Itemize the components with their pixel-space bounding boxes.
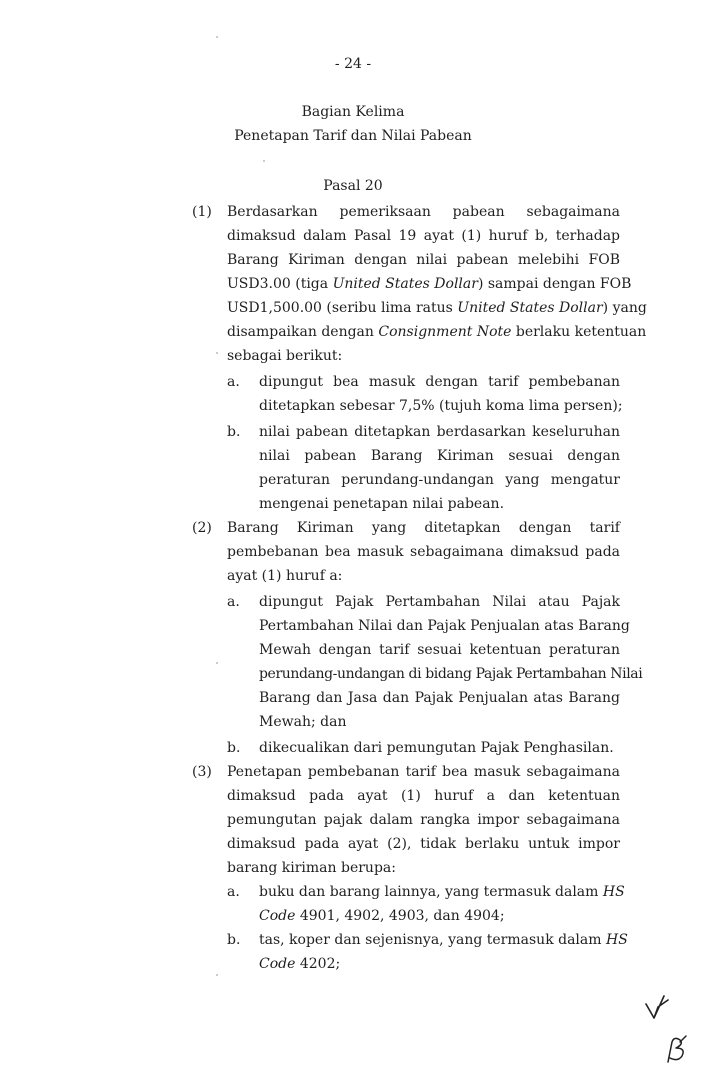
item-line: peraturan perundang-undangan yang mengatur	[259, 472, 620, 488]
item-line: Code 4901, 4902, 4903, dan 4904;	[259, 908, 505, 924]
paragraph-number: (2)	[192, 520, 212, 536]
handwritten-checkmark	[640, 990, 680, 1026]
item-line: nilai pabean Barang Kiriman sesuai dengan	[259, 448, 620, 464]
paragraph-number: (3)	[192, 764, 212, 780]
paragraph-line: USD3.00 (tiga United States Dollar) sampai dengan FOB	[227, 276, 632, 292]
item-letter: b.	[227, 424, 241, 440]
paragraph-line: Penetapan pembebanan tarif bea masuk sebagaimana	[227, 764, 620, 780]
paragraph-line: ayat (1) huruf a:	[227, 568, 343, 584]
item-line: Mewah; dan	[259, 714, 347, 730]
paragraph-line: barang kiriman berupa:	[227, 860, 396, 876]
paragraph-line: USD1,500.00 (seribu lima ratus United States Dollar) yang	[227, 300, 647, 316]
item-letter: a.	[227, 884, 240, 900]
paragraph-line: dimaksud pada ayat (2), tidak berlaku untuk impor	[227, 836, 620, 852]
paragraph-number: (1)	[192, 204, 212, 220]
page-number: - 24 -	[334, 56, 372, 72]
item-letter: b.	[227, 932, 241, 948]
scan-speck	[263, 160, 265, 162]
paragraph-line: disampaikan dengan Consignment Note berlaku ketentuan	[227, 324, 647, 340]
item-line: dipungut Pajak Pertambahan Nilai atau Pajak	[259, 594, 620, 610]
item-line: buku dan barang lainnya, yang termasuk dalam HS	[259, 884, 625, 900]
item-line: dipungut bea masuk dengan tarif pembebanan	[259, 374, 620, 390]
item-line: Pertambahan Nilai dan Pajak Penjualan atas Barang	[259, 618, 630, 634]
paragraph-line: pembebanan bea masuk sebagaimana dimaksud pada	[227, 544, 620, 560]
scan-speck	[216, 36, 218, 38]
item-line: Code 4202;	[259, 956, 341, 972]
paragraph-line: Barang Kiriman yang ditetapkan dengan tarif	[227, 520, 620, 536]
item-line: nilai pabean ditetapkan berdasarkan keseluruhan	[259, 424, 620, 440]
section-part-heading: Bagian Kelima	[301, 104, 405, 120]
item-letter: a.	[227, 594, 240, 610]
paragraph-line: Barang Kiriman dengan nilai pabean melebihi FOB	[227, 252, 620, 268]
handwritten-initial	[660, 1032, 692, 1066]
paragraph-line: dimaksud pada ayat (1) huruf a dan ketentuan	[227, 788, 620, 804]
section-title-heading: Penetapan Tarif dan Nilai Pabean	[234, 128, 472, 144]
item-line: mengenai penetapan nilai pabean.	[259, 496, 505, 512]
paragraph-line: sebagai berikut:	[227, 348, 343, 364]
item-line: perundang-undangan di bidang Pajak Pertambahan Nilai	[259, 666, 643, 682]
paragraph-line: pemungutan pajak dalam rangka impor sebagaimana	[227, 812, 620, 828]
item-letter: a.	[227, 374, 240, 390]
article-heading: Pasal 20	[323, 178, 383, 194]
item-line: Barang dan Jasa dan Pajak Penjualan atas Barang	[259, 690, 620, 706]
item-line: dikecualikan dari pemungutan Pajak Penghasilan.	[259, 740, 614, 756]
item-line: tas, koper dan sejenisnya, yang termasuk dalam HS	[259, 932, 628, 948]
scan-speck	[216, 662, 218, 664]
scan-speck	[216, 352, 218, 354]
item-letter: b.	[227, 740, 241, 756]
item-line: Mewah dengan tarif sesuai ketentuan peraturan	[259, 642, 620, 658]
item-line: ditetapkan sebesar 7,5% (tujuh koma lima persen);	[259, 398, 623, 414]
scan-speck	[216, 974, 218, 976]
paragraph-line: dimaksud dalam Pasal 19 ayat (1) huruf b, terhadap	[227, 228, 620, 244]
paragraph-line: Berdasarkan pemeriksaan pabean sebagaimana	[227, 204, 620, 220]
